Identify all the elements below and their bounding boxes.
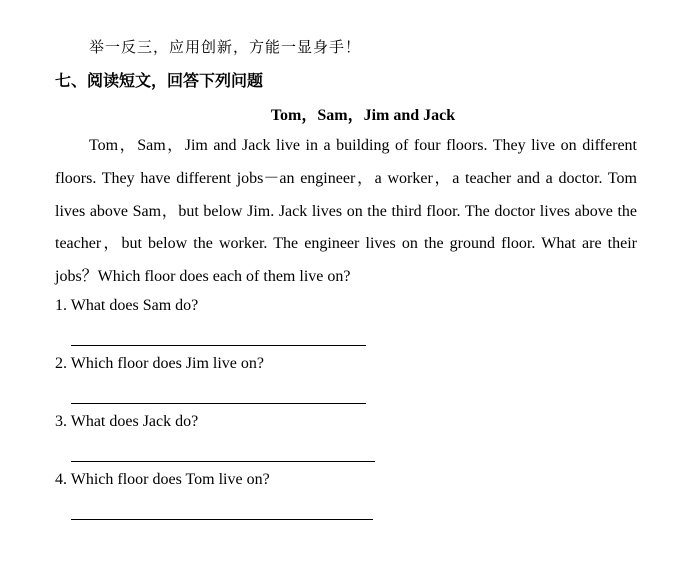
passage-title: Tom，Sam，Jim and Jack [270, 107, 456, 124]
answer-line-3[interactable] [71, 461, 375, 462]
passage-text: Tom，Sam，Jim and Jack live in a building of four floors. They live on different floors. They have different jobs－an engineer，a worker，a teacher and a doctor. Tom lives above Sam，but below Jim. Jack lives on the third floor. The doctor lives above the teacher，but below the worker. The engineer lives on the ground floor. What are their jobs？Which floor does each of them live on? [55, 137, 637, 285]
intro-line: 举一反三，应用创新，方能一显身手！ [89, 38, 362, 56]
answer-line-2[interactable] [71, 403, 366, 404]
answer-line-1[interactable] [71, 345, 366, 346]
question-2: 2. Which floor does Jim live on? [55, 355, 264, 372]
section-heading: 七、阅读短文，回答下列问题 [55, 71, 264, 90]
question-4: 4. Which floor does Tom live on? [55, 471, 270, 488]
question-3: 3. What does Jack do? [55, 413, 199, 430]
question-1: 1. What does Sam do? [55, 297, 199, 314]
answer-line-4[interactable] [71, 519, 373, 520]
